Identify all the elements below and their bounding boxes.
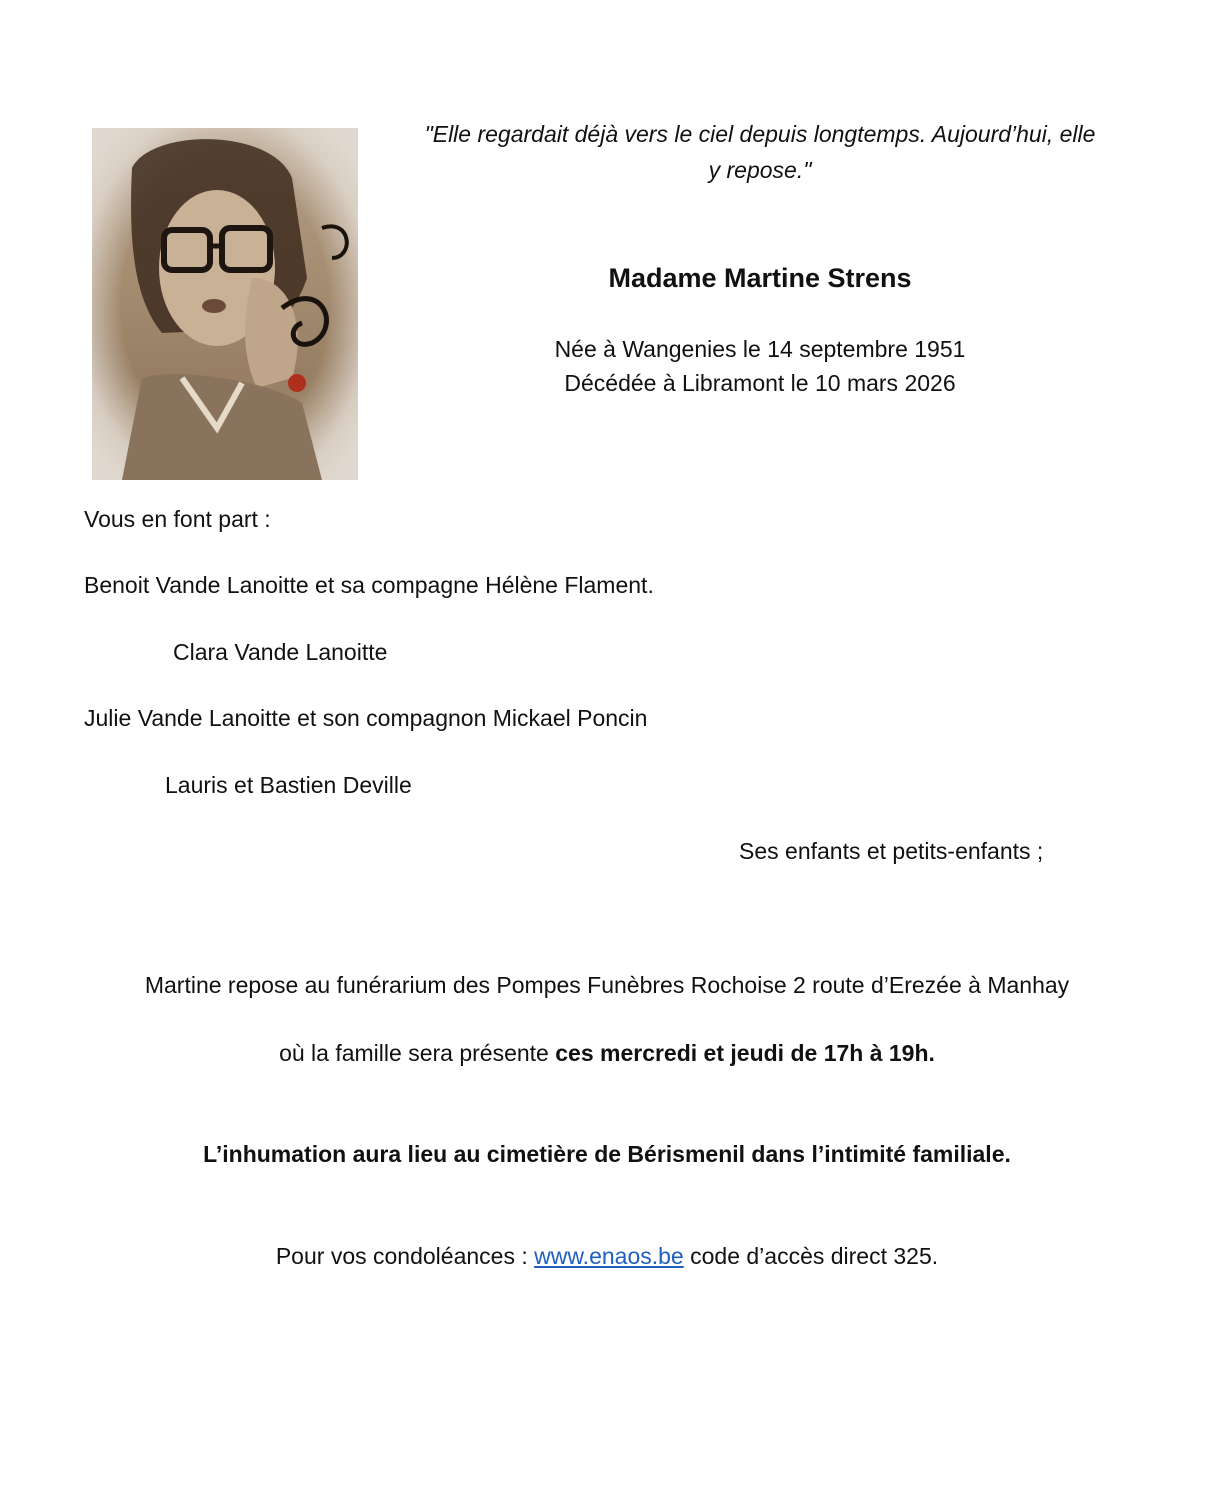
visiting-hours: ces mercredi et jeudi de 17h à 19h. — [555, 1040, 935, 1066]
death-line: Décédée à Libramont le 10 mars 2026 — [564, 370, 956, 396]
family-member: Lauris et Bastien Deville — [165, 772, 412, 798]
portrait-illustration — [92, 128, 358, 480]
quote-line-2: y repose." — [708, 157, 812, 183]
deceased-name: Madame Martine Strens — [608, 263, 912, 293]
family-intro: Vous en font part : — [84, 506, 271, 532]
visiting-hours-line — [0, 1036, 1214, 1070]
portrait-photo — [92, 128, 358, 480]
birth-line: Née à Wangenies le 14 septembre 1951 — [554, 336, 966, 362]
family-member: Benoit Vande Lanoitte et sa compagne Hélène Flament. — [84, 572, 654, 598]
funerarium-line: Martine repose au funérarium des Pompes Funèbres Rochoise 2 route d’Erezée à Manhay — [144, 972, 1070, 998]
condolences-suffix: code d’accès direct 325. — [683, 1243, 939, 1269]
life-dates — [380, 332, 1140, 400]
memorial-quote — [380, 116, 1140, 188]
family-signature: Ses enfants et petits-enfants ; — [739, 838, 1044, 864]
family-member: Clara Vande Lanoitte — [173, 639, 388, 665]
condolences-line — [0, 1239, 1214, 1273]
family-member: Julie Vande Lanoitte et son compagnon Mickael Poncin — [84, 705, 648, 731]
quote-line-1: "Elle regardait déjà vers le ciel depuis longtemps. Aujourd’hui, elle — [424, 121, 1096, 147]
condolences-prefix: Pour vos condoléances : — [275, 1243, 535, 1269]
burial-line: L’inhumation aura lieu au cimetière de Bérismenil dans l’intimité familiale. — [203, 1141, 1011, 1167]
condolences-link[interactable]: www.enaos.be — [534, 1243, 684, 1269]
visiting-prefix: où la famille sera présente — [279, 1040, 556, 1066]
